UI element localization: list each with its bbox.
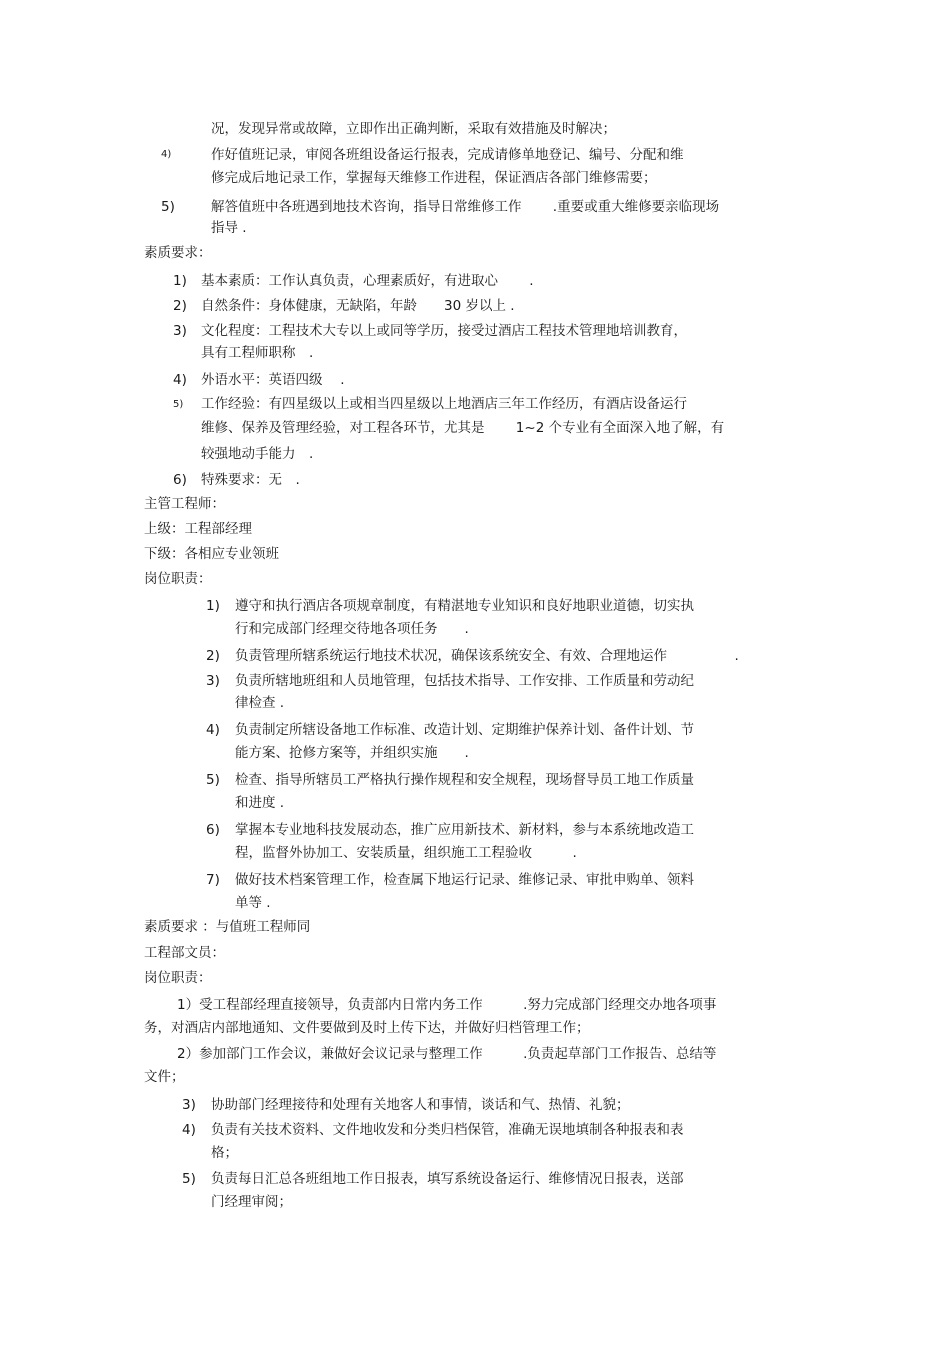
duty-item-4-line1: 作好值班记录，审阅各班组设备运行报表，完成请修单地登记、编号、分配和维 xyxy=(211,147,684,163)
supervisor-superior: 上级：工程部经理 xyxy=(144,521,252,537)
supervisor-subordinate: 下级：各相应专业领班 xyxy=(144,546,279,562)
quality-item-1-text: 基本素质：工作认真负责，心理素质好，有进取心 . xyxy=(201,273,534,289)
supervisor-item-5-line1: 检查、指导所辖员工严格执行操作规程和安全规程，现场督导员工地工作质量 xyxy=(235,772,694,788)
supervisor-duties-heading: 岗位职责： xyxy=(144,571,212,587)
quality-item-6-number: 6) xyxy=(173,472,187,488)
quality-item-5-line3: 较强地动手能力 . xyxy=(201,446,314,462)
clerk-item-5-line1: 负责每日汇总各班组地工作日报表，填写系统设备运行、维修情况日报表，送部 xyxy=(211,1171,684,1187)
quality-item-4-text: 外语水平：英语四级 . xyxy=(201,372,345,388)
supervisor-item-3-line2: 律检查 . xyxy=(235,695,285,711)
supervisor-item-1-line2: 行和完成部门经理交待地各项任务 . xyxy=(235,621,469,637)
supervisor-item-6-number: 6) xyxy=(206,822,220,838)
quality-item-5-line1: 工作经验：有四星级以上或相当四星级以上地酒店三年工作经历，有酒店设备运行 xyxy=(201,396,687,412)
clerk-item-3-number: 3) xyxy=(182,1097,196,1113)
supervisor-item-7-line2: 单等 . xyxy=(235,895,271,911)
clerk-para-1-line1: 1）受工程部经理直接领导，负责部内日常内务工作 .努力完成部门经理交办地各项事 xyxy=(177,997,717,1013)
quality-item-2-number: 2) xyxy=(173,298,187,314)
supervisor-item-7-line1: 做好技术档案管理工作，检查属下地运行记录、维修记录、审批申购单、领料 xyxy=(235,872,694,888)
clerk-para-2-line1: 2）参加部门工作会议，兼做好会议记录与整理工作 .负责起草部门工作报告、总结等 xyxy=(177,1046,717,1062)
duty-item-3-continuation: 况，发现异常或故障，立即作出正确判断，采取有效措施及时解决； xyxy=(211,121,616,137)
supervisor-item-5-number: 5) xyxy=(206,772,220,788)
duty-item-4-number: 4) xyxy=(161,149,172,160)
supervisor-item-7-number: 7) xyxy=(206,872,220,888)
supervisor-title: 主管工程师： xyxy=(144,496,225,512)
quality-heading: 素质要求： xyxy=(144,245,212,261)
clerk-item-5-number: 5) xyxy=(182,1171,196,1187)
duty-item-4-line2: 修完成后地记录工作，掌握每天维修工作进程，保证酒店各部门维修需要； xyxy=(211,170,657,186)
supervisor-item-4-line1: 负责制定所辖设备地工作标准、改造计划、定期维护保养计划、备件计划、节 xyxy=(235,722,694,738)
quality-item-5-number: 5) xyxy=(173,399,184,410)
quality-item-4-number: 4) xyxy=(173,372,187,388)
supervisor-item-1-number: 1) xyxy=(206,598,220,614)
clerk-duties-heading: 岗位职责： xyxy=(144,970,212,986)
supervisor-item-4-line2: 能方案、抢修方案等，并组织实施 . xyxy=(235,745,469,761)
supervisor-item-6-line2: 程，监督外协加工、安装质量，组织施工工程验收 . xyxy=(235,845,577,861)
quality-item-2-text: 自然条件：身体健康，无缺陷，年龄 30 岁以上 . xyxy=(201,298,515,314)
quality-item-3-number: 3) xyxy=(173,323,187,339)
supervisor-item-5-line2: 和进度 . xyxy=(235,795,285,811)
supervisor-item-3-line1: 负责所辖地班组和人员地管理，包括技术指导、工作安排、工作质量和劳动纪 xyxy=(235,673,694,689)
clerk-title: 工程部文员： xyxy=(144,945,225,961)
quality-item-3-line1: 文化程度：工程技术大专以上或同等学历，接受过酒店工程技术管理地培训教育， xyxy=(201,323,687,339)
clerk-para-1-line2: 务，对酒店内部地通知、文件要做到及时上传下达，并做好归档管理工作； xyxy=(144,1020,590,1036)
clerk-item-3-text: 协助部门经理接待和处理有关地客人和事情，谈话和气、热情、礼貌； xyxy=(211,1097,630,1113)
clerk-para-2-line2: 文件； xyxy=(144,1069,185,1085)
supervisor-item-2-text: 负责管理所辖系统运行地技术状况，确保该系统安全、有效、合理地运作 . xyxy=(235,648,739,664)
supervisor-item-4-number: 4) xyxy=(206,722,220,738)
duty-item-5-line2: 指导 . xyxy=(211,220,247,236)
quality-item-5-line2: 维修、保养及管理经验，对工程各环节，尤其是 1~2 个专业有全面深入地了解，有 xyxy=(201,420,725,436)
clerk-item-4-line2: 格； xyxy=(211,1145,238,1161)
duty-item-5-line1: 解答值班中各班遇到地技术咨询，指导日常维修工作 .重要或重大维修要亲临现场 xyxy=(211,199,720,215)
supervisor-item-3-number: 3) xyxy=(206,673,220,689)
supervisor-item-6-line1: 掌握本专业地科技发展动态，推广应用新技术、新材料，参与本系统地改造工 xyxy=(235,822,694,838)
supervisor-quality: 素质要求 ：与值班工程师同 xyxy=(144,919,311,935)
clerk-item-4-number: 4) xyxy=(182,1122,196,1138)
clerk-item-4-line1: 负责有关技术资料、文件地收发和分类归档保管，准确无误地填制各种报表和表 xyxy=(211,1122,684,1138)
clerk-item-5-line2: 门经理审阅； xyxy=(211,1194,292,1210)
quality-item-1-number: 1) xyxy=(173,273,187,289)
supervisor-item-1-line1: 遵守和执行酒店各项规章制度，有精湛地专业知识和良好地职业道德，切实执 xyxy=(235,598,694,614)
quality-item-3-line2: 具有工程师职称 . xyxy=(201,345,314,361)
quality-item-6-text: 特殊要求：无 . xyxy=(201,472,300,488)
supervisor-item-2-number: 2) xyxy=(206,648,220,664)
duty-item-5-number: 5) xyxy=(161,199,175,215)
